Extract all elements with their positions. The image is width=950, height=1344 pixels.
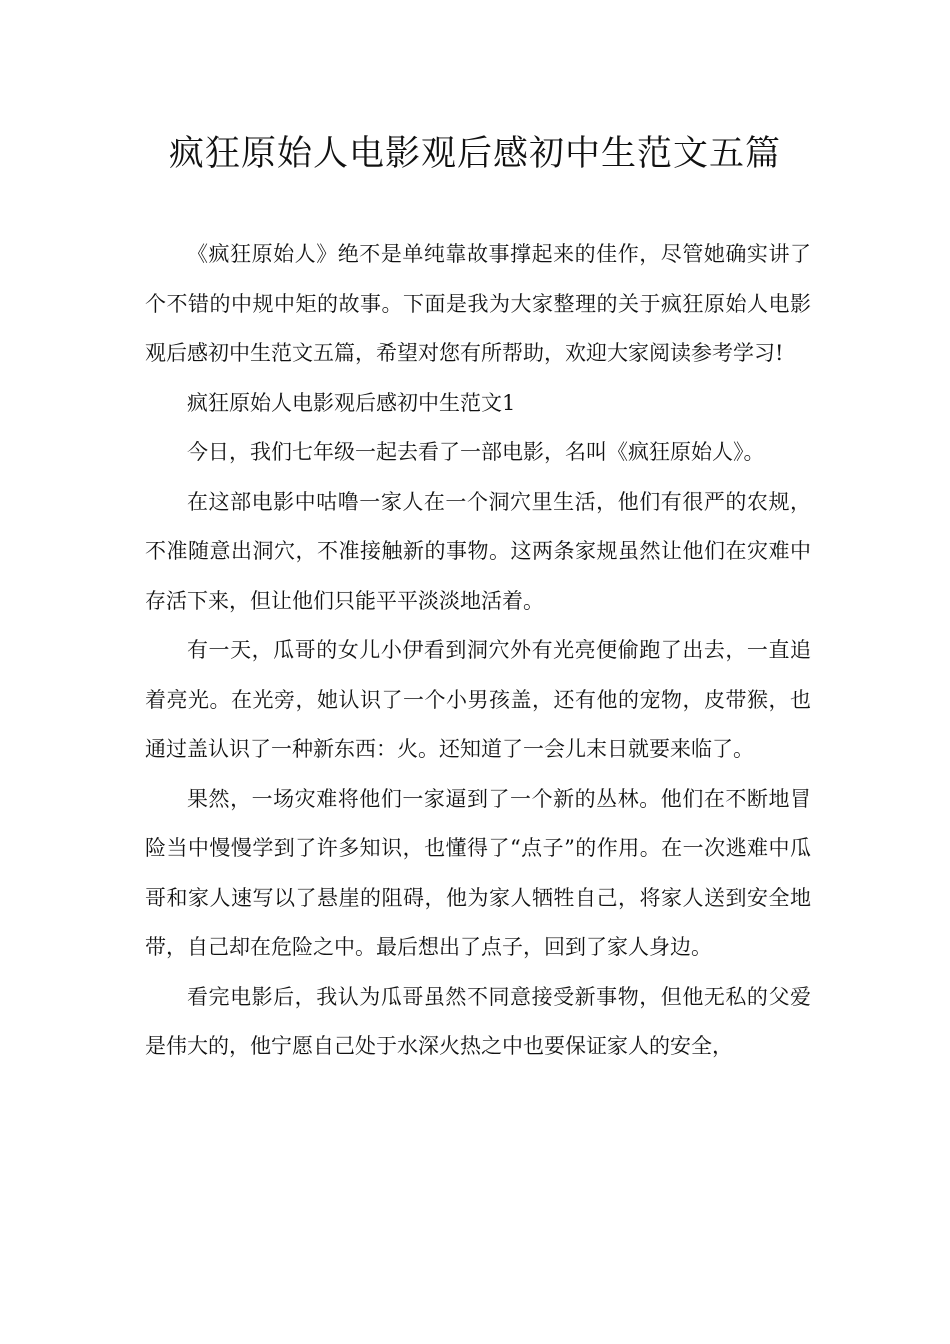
paragraph: 有一天，瓜哥的女儿小伊看到洞穴外有光亮便偷跑了出去，一直追着亮光。在光旁，她认识了一个小男孩盖，还有他的宠物，皮带猴，也通过盖认识了一种新东西：火。还知道了一会儿末日就要来临了。 (145, 638, 811, 761)
paragraph-intro: 《疯狂原始人》绝不是单纯靠故事撑起来的佳作，尽管她确实讲了个不错的中规中矩的故事。下面是我为大家整理的关于疯狂原始人电影观后感初中生范文五篇，希望对您有所帮助，欢迎大家阅读参考学习! (145, 242, 811, 365)
paragraph: 今日，我们七年级一起去看了一部电影，名叫《疯狂原始人》。 (187, 440, 765, 464)
document-title: 疯狂原始人电影观后感初中生范文五篇 (168, 134, 781, 174)
paragraph: 看完电影后，我认为瓜哥虽然不同意接受新事物，但他无私的父爱是伟大的，他宁愿自己处于水深火热之中也要保证家人的安全， (145, 984, 811, 1058)
paragraph-section-heading: 疯狂原始人电影观后感初中生范文1 (187, 390, 516, 415)
paragraph: 果然，一场灾难将他们一家逼到了一个新的丛林。他们在不断地冒险当中慢慢学到了许多知识，也懂得了“点子”的作用。在一次逃难中瓜哥和家人速写以了悬崖的阻碍，他为家人牺牲自己，将家人送到安全地带，自己却在危险之中。最后想出了点子，回到了家人身边。 (145, 786, 811, 959)
document-body (145, 230, 811, 1072)
paragraph: 在这部电影中咕噜一家人在一个洞穴里生活，他们有很严的农规，不准随意出洞穴，不准接触新的事物。这两条家规虽然让他们在灾难中存活下来，但让他们只能平平淡淡地活着。 (145, 489, 811, 613)
